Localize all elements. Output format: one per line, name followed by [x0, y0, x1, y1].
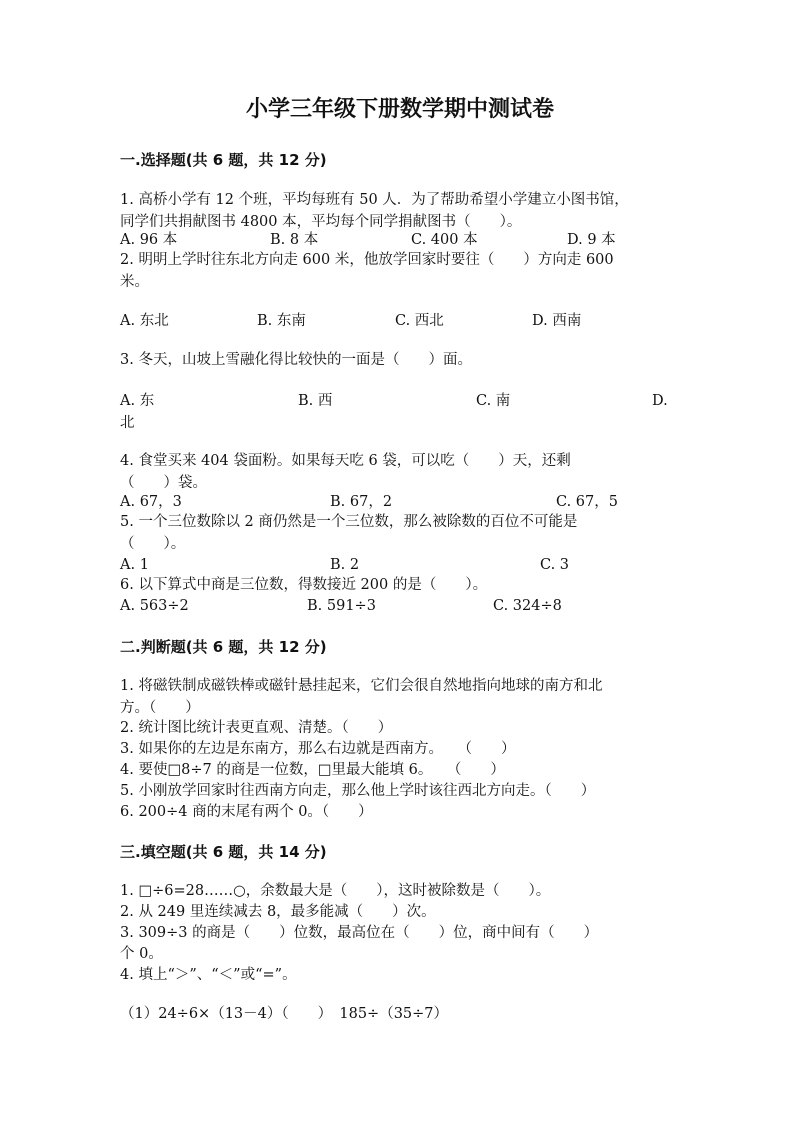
choice-q6-text: 6. 以下算式中商是三位数，得数接近 200 的是（ ）。: [120, 577, 488, 593]
choice-q6-option-a: A. 563÷2: [120, 598, 189, 614]
section-heading-fill: 三.填空题(共 6 题，共 14 分): [120, 843, 327, 861]
choice-q5-text: 5. 一个三位数除以 2 商仍然是一个三位数，那么被除数的百位不可能是: [120, 514, 578, 530]
choice-q4-option-a: A. 67，3: [120, 494, 182, 510]
fill-q2-text: 2. 从 249 里连续减去 8，最多能减（ ）次。: [120, 904, 436, 920]
judge-q3-text: 3. 如果你的左边是东南方，那么右边就是西南方。 （ ）: [120, 741, 516, 757]
choice-q6-option-c: C. 324÷8: [493, 598, 562, 614]
section-heading-choice: 一.选择题(共 6 题，共 12 分): [120, 151, 327, 169]
choice-q2-option-d: D. 西南: [532, 313, 582, 329]
choice-q1-text-cont: 同学们共捐献图书 4800 本，平均每个同学捐献图书（ ）。: [120, 214, 522, 230]
choice-q5-option-b: B. 2: [330, 557, 360, 573]
choice-q5-option-a: A. 1: [120, 557, 149, 573]
fill-q3-text-cont: 个 0。: [120, 946, 163, 962]
choice-q2-text-cont: 米。: [120, 274, 149, 290]
fill-q4-sub-item: （1）24÷6×（13－4）（ ） 185÷（35÷7）: [120, 1006, 449, 1022]
judge-q4-text: 4. 要使□8÷7 的商是一位数，□里最大能填 6。 （ ）: [120, 762, 505, 778]
page-title: 小学三年级下册数学期中测试卷: [245, 97, 554, 122]
choice-q2-option-b: B. 东南: [257, 313, 306, 329]
choice-q1-option-d: D. 9 本: [567, 232, 616, 248]
choice-q4-option-c: C. 67，5: [556, 494, 618, 510]
choice-q3-option-b: B. 西: [298, 393, 333, 409]
choice-q2-option-a: A. 东北: [120, 313, 169, 329]
choice-q3-option-d-wrap: 北: [120, 415, 135, 431]
choice-q4-text-cont: （ ）袋。: [120, 475, 207, 491]
fill-q3-text: 3. 309÷3 的商是（ ）位数，最高位在（ ）位，商中间有（ ）: [120, 925, 599, 941]
choice-q3-option-a: A. 东: [120, 393, 155, 409]
judge-q5-text: 5. 小刚放学回家时往西南方向走，那么他上学时该往西北方向走。（ ）: [120, 783, 596, 799]
choice-q1-option-a: A. 96 本: [120, 232, 178, 248]
choice-q2-option-c: C. 西北: [395, 313, 444, 329]
choice-q4-option-b: B. 67，2: [330, 494, 393, 510]
choice-q6-option-b: B. 591÷3: [307, 598, 376, 614]
choice-q2-text: 2. 明明上学时往东北方向走 600 米，他放学回家时要往（ ）方向走 600: [120, 252, 614, 268]
choice-q3-option-d: D.: [652, 393, 668, 409]
fill-q4-text: 4. 填上“＞”、“＜”或“=”。: [120, 967, 297, 983]
choice-q3-text: 3. 冬天，山坡上雪融化得比较快的一面是（ ）面。: [120, 352, 472, 368]
judge-q6-text: 6. 200÷4 商的末尾有两个 0。（ ）: [120, 804, 373, 820]
section-heading-judge: 二.判断题(共 6 题，共 12 分): [120, 638, 327, 656]
choice-q5-text-cont: （ ）。: [120, 536, 186, 552]
fill-q1-text: 1. □÷6=28……○，余数最大是（ ），这时被除数是（ ）。: [120, 883, 551, 899]
judge-q2-text: 2. 统计图比统计表更直观、清楚。（ ）: [120, 720, 393, 736]
choice-q1-text: 1. 高桥小学有 12 个班，平均每班有 50 人．为了帮助希望小学建立小图书馆，: [120, 192, 629, 208]
choice-q1-option-c: C. 400 本: [411, 232, 478, 248]
choice-q5-option-c: C. 3: [540, 557, 570, 573]
choice-q1-option-b: B. 8 本: [270, 232, 319, 248]
choice-q3-option-c: C. 南: [476, 393, 511, 409]
choice-q4-text: 4. 食堂买来 404 袋面粉。如果每天吃 6 袋，可以吃（ ）天，还剩: [120, 453, 571, 469]
judge-q1-text-cont: 方。（ ）: [120, 700, 200, 716]
judge-q1-text: 1. 将磁铁制成磁铁棒或磁针悬挂起来，它们会很自然地指向地球的南方和北: [120, 678, 603, 694]
